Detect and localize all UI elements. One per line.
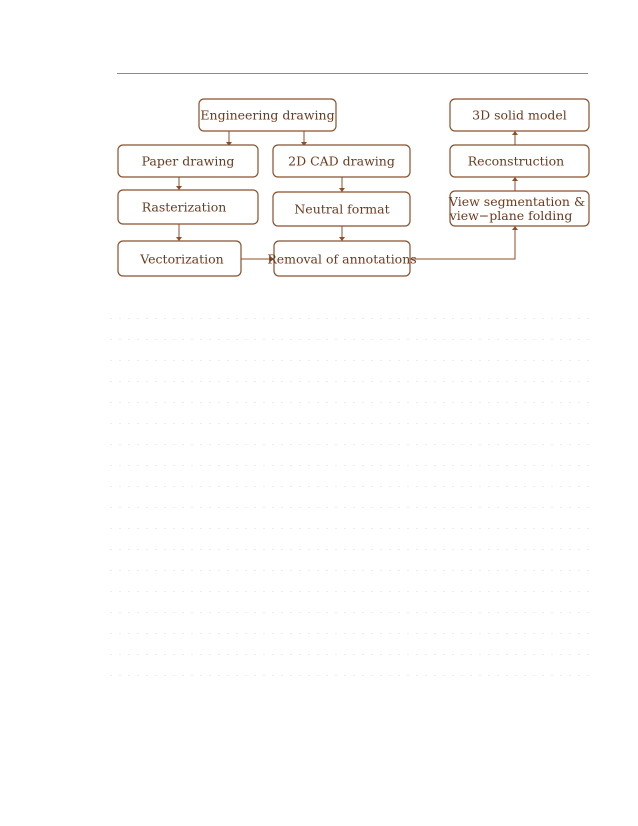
- label-removal-of-annotations: Removal of annotations: [267, 251, 417, 267]
- label-rasterization: Rasterization: [141, 199, 227, 215]
- box-view-segmentation: [448, 191, 589, 226]
- label-reconstruction: Reconstruction: [467, 153, 565, 169]
- label-3d-solid-model: 3D solid model: [472, 107, 567, 123]
- box-paper-drawing: [118, 145, 258, 177]
- box-3d-solid-model: [450, 99, 589, 131]
- arrowhead: [512, 177, 518, 181]
- label-neutral-format: Neutral format: [294, 201, 390, 217]
- faded-body-text: [110, 318, 590, 696]
- arrowhead: [512, 226, 518, 230]
- label-vectorization: Vectorization: [140, 251, 224, 267]
- box-2d-cad-drawing: [273, 145, 410, 177]
- label-view-segmentation-line2: view−plane folding: [449, 208, 573, 223]
- box-rasterization: [118, 190, 258, 224]
- label-paper-drawing: Paper drawing: [141, 153, 235, 169]
- box-neutral-format: [273, 192, 410, 226]
- box-vectorization: [118, 241, 241, 276]
- arrow-removal-to-segmentation: [410, 230, 515, 259]
- box-engineering-drawing: [199, 99, 336, 131]
- label-engineering-drawing: Engineering drawing: [200, 107, 335, 123]
- label-view-segmentation-line1: View segmentation &: [448, 194, 586, 209]
- box-reconstruction: [450, 145, 589, 177]
- label-2d-cad-drawing: 2D CAD drawing: [288, 153, 395, 169]
- box-removal-of-annotations: [267, 241, 416, 276]
